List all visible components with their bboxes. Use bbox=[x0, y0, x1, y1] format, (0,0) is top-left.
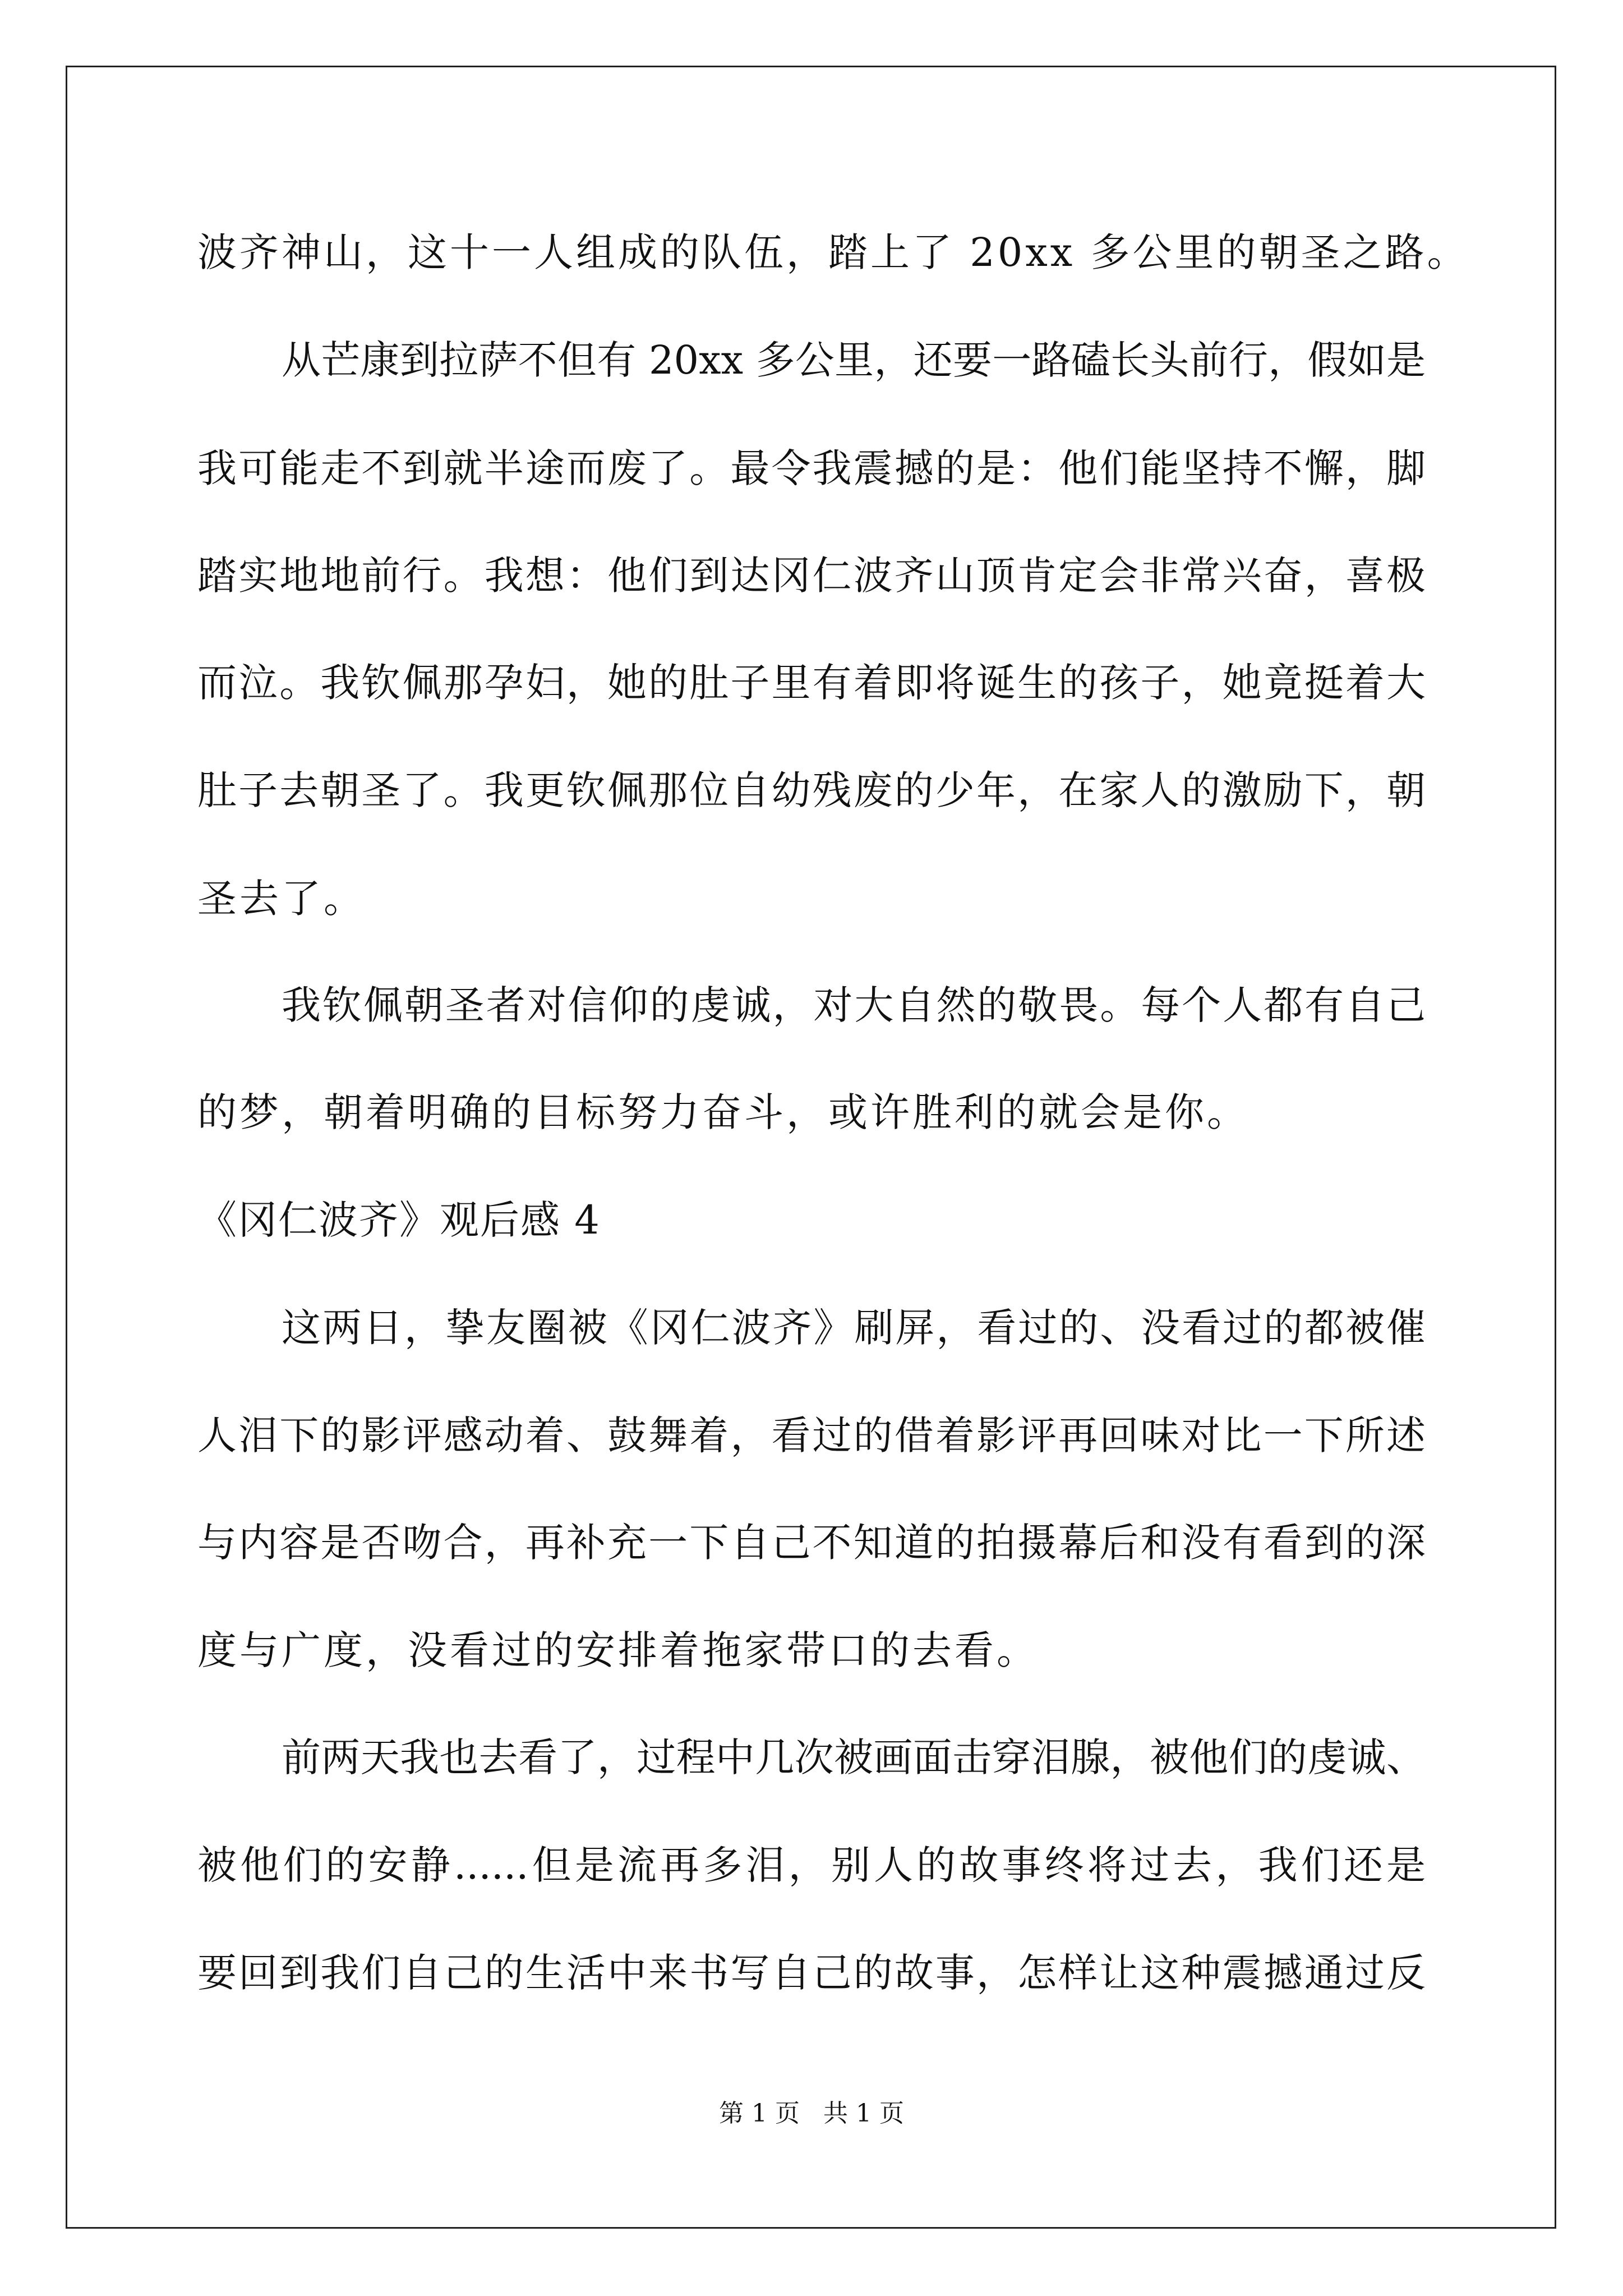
text-line: 要回到我们自己的生活中来书写自己的故事，怎样让这种震撼通过反 bbox=[197, 1950, 1426, 1996]
text-line: 人泪下的影评感动着、鼓舞着，看过的借着影评再回味对比一下所述 bbox=[197, 1412, 1426, 1458]
text-line: 前两天我也去看了，过程中几次被画面击穿泪腺，被他们的虔诚、 bbox=[282, 1734, 1426, 1780]
text-line: 度与广度，没看过的安排着拖家带口的去看。 bbox=[197, 1627, 1039, 1673]
text-line: 肚子去朝圣了。我更钦佩那位自幼残废的少年，在家人的激励下，朝 bbox=[197, 767, 1426, 813]
text-line: 从芒康到拉萨不但有 20xx 多公里，还要一路磕长头前行，假如是 bbox=[282, 337, 1426, 383]
text-line: 圣去了。 bbox=[197, 876, 366, 922]
text-line: 踏实地地前行。我想：他们到达冈仁波齐山顶肯定会非常兴奋，喜极 bbox=[197, 553, 1426, 599]
section-heading: 《冈仁波齐》观后感 4 bbox=[197, 1197, 601, 1243]
page-footer: 第 1 页 共 1 页 bbox=[719, 2099, 904, 2128]
text-line: 的梦，朝着明确的目标努力奋斗，或许胜利的就会是你。 bbox=[197, 1089, 1249, 1135]
text-line: 而泣。我钦佩那孕妇，她的肚子里有着即将诞生的孩子，她竟挺着大 bbox=[197, 660, 1426, 706]
text-line: 这两日，挚友圈被《冈仁波齐》刷屏，看过的、没看过的都被催 bbox=[282, 1305, 1426, 1351]
text-line: 我钦佩朝圣者对信仰的虔诚，对大自然的敬畏。每个人都有自己 bbox=[282, 982, 1426, 1028]
text-line: 波齐神山，这十一人组成的队伍，踏上了 20xx 多公里的朝圣之路。 bbox=[197, 229, 1469, 275]
text-line: 被他们的安静......但是流再多泪，别人的故事终将过去，我们还是 bbox=[197, 1842, 1426, 1888]
page-border bbox=[66, 66, 1556, 2229]
text-line: 我可能走不到就半途而废了。最令我震撼的是：他们能坚持不懈，脚 bbox=[197, 445, 1426, 491]
text-line: 与内容是否吻合，再补充一下自己不知道的拍摄幕后和没有看到的深 bbox=[197, 1520, 1426, 1566]
